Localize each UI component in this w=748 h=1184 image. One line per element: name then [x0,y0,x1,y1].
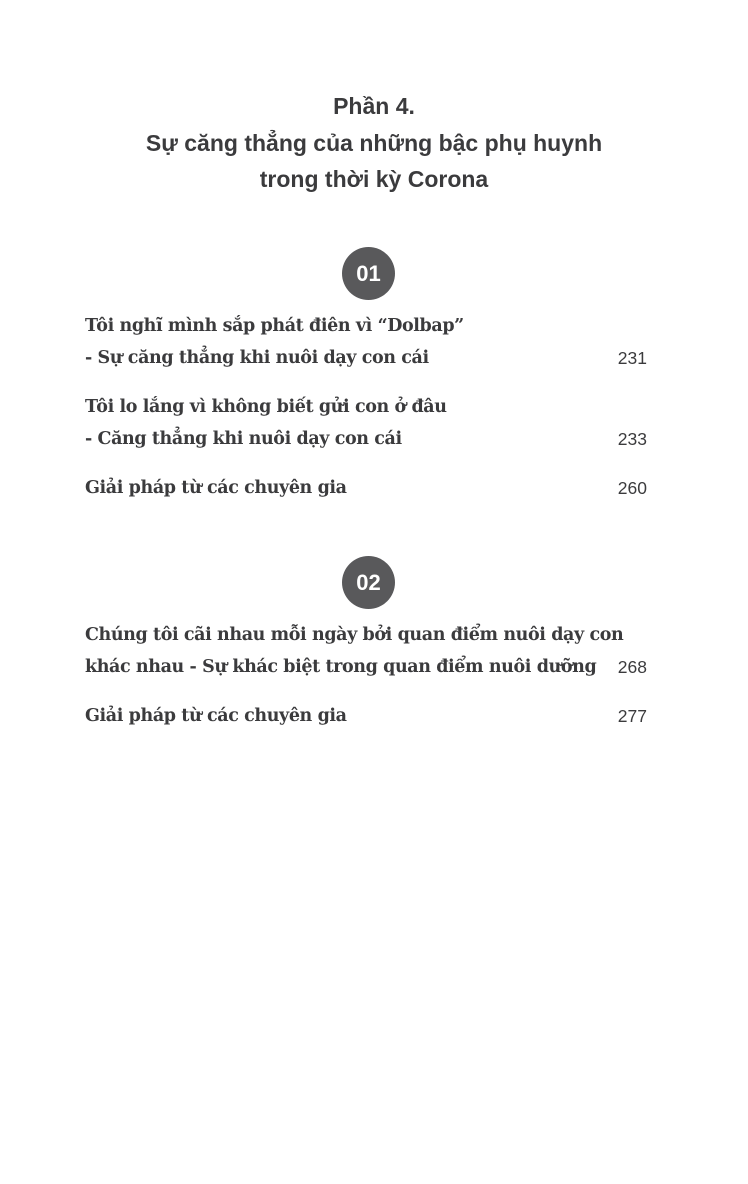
toc-entry-title-line: - Căng thẳng khi nuôi dạy con cái [85,429,402,449]
part-number: Phần 4. [333,93,415,119]
toc-entry[interactable] [85,619,647,683]
part-heading [0,88,748,198]
section-number-badge: 01 [342,247,395,300]
toc-entry-title-line: Tôi nghĩ mình sắp phát điên vì “Dolbap” [85,316,464,336]
toc-page-number: 231 [617,348,647,368]
toc-entry[interactable] [85,700,647,732]
toc-page-number: 268 [617,657,647,677]
toc-entry[interactable] [85,391,647,455]
toc-entry-title-line: - Sự căng thẳng khi nuôi dạy con cái [85,348,429,368]
toc-entry-title-line: Giải pháp từ các chuyên gia [85,478,347,498]
toc-entry[interactable] [85,310,647,374]
part-title-line-2: trong thời kỳ Corona [259,166,489,192]
toc-page-number: 277 [617,706,647,726]
toc-entry-title-line: Giải pháp từ các chuyên gia [85,706,347,726]
part-title-line-1: Sự căng thẳng của những bậc phụ huynh [145,129,603,156]
toc-page-number: 260 [617,478,647,498]
toc-entry-title-line: khác nhau - Sự khác biệt trong quan điểm nuôi dưỡng [85,657,597,677]
toc-entry-title-line: Chúng tôi cãi nhau mỗi ngày bởi quan điểm nuôi dạy con [85,625,624,645]
toc-page-number: 233 [617,429,647,449]
toc-entry[interactable] [85,472,647,504]
section-number-badge: 02 [342,556,395,609]
toc-entry-title-line: Tôi lo lắng vì không biết gửi con ở đâu [85,397,447,417]
